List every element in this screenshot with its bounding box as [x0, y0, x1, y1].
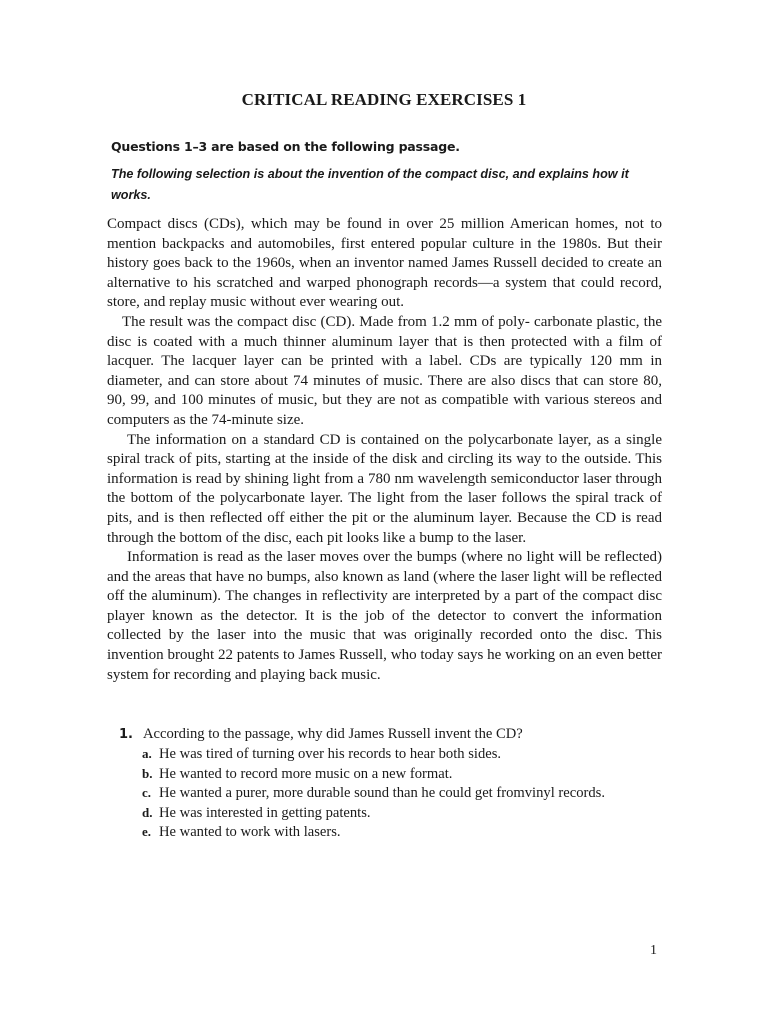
- passage-paragraph-3: The information on a standard CD is contained on the polycarbonate layer, as a single spiral track of pits, starting at the inside of the disk and circling its way to the outside. This information is read by shining light from a 780 nm wavelength semiconductor laser through the bottom of the polycarbonate layer. The light from the laser follows the spiral track of pits, and is then reflected off either the pit or the aluminum layer. Because the CD is read through the bottom of the disc, each pit looks like a bump to the laser.: [107, 431, 662, 546]
- option-text: He wanted to work with lasers.: [159, 824, 341, 841]
- questions-header: Questions 1–3 are based on the following passage.: [111, 139, 460, 154]
- option-letter: b.: [142, 765, 153, 781]
- option-text: He was interested in getting patents.: [159, 804, 371, 821]
- passage-intro: The following selection is about the invention of the compact disc, and explains how it works.: [111, 167, 629, 202]
- option-letter: a.: [142, 746, 152, 761]
- answer-option-e: [142, 824, 679, 844]
- passage-paragraph-4: Information is read as the laser moves over the bumps (where no light will be reflected) and the areas that have no bumps, also known as land (where the laser light will be reflected off the aluminum). The changes in reflectivity are interpreted by a part of the compact disc player known as the detector. It is the job of the detector to convert the information collected by the laser into the music that was originally recorded onto the disc. This invention brought 22 patents to James Russell, who today says he working on an even better system for recording and playing back music.: [107, 549, 662, 683]
- option-text: He wanted a purer, more durable sound than he could get fromvinyl records.: [159, 785, 605, 802]
- option-letter: d.: [142, 804, 153, 820]
- answer-option-b: [142, 766, 679, 786]
- passage-paragraph-1: Compact discs (CDs), which may be found in over 25 million American homes, not to mention backpacks and automobiles, first entered popular culture in the 1980s. But their history goes back to the 1960s, when an inventor named James Russell decided to create an alternative to his scratched and warped phonograph records—a system that could record, store, and replay music without ever wearing out.: [107, 216, 662, 311]
- question-number: 1.: [119, 727, 133, 742]
- answer-options: [142, 746, 679, 844]
- option-text: He was tired of turning over his records to hear both sides.: [159, 746, 502, 762]
- page-number: 1: [650, 943, 657, 958]
- passage-paragraph-2: The result was the compact disc (CD). Made from 1.2 mm of poly- carbonate plastic, the disc is coated with a much thinner aluminum layer that is then protected with a film of lacquer. The lacquer layer can be printed with a label. CDs are typically 120 mm in diameter, and can store about 74 minutes of music. There are also discs that can store 80, 90, 99, and 100 minutes of music, but they are not as compatible with various stereos and computers as the 74-minute size.: [107, 313, 662, 428]
- question-stem: [119, 726, 679, 746]
- option-text: He wanted to record more music on a new format.: [159, 765, 453, 782]
- option-letter: c.: [142, 785, 152, 801]
- answer-option-a: [142, 746, 679, 766]
- page-title: CRITICAL READING EXERCISES 1: [241, 90, 527, 109]
- question-text: According to the passage, why did James Russell invent the CD?: [143, 726, 523, 742]
- answer-option-d: [142, 805, 679, 825]
- option-letter: e.: [142, 824, 152, 840]
- answer-option-c: [142, 785, 679, 805]
- reading-passage: [107, 215, 662, 685]
- question-1: [119, 726, 679, 844]
